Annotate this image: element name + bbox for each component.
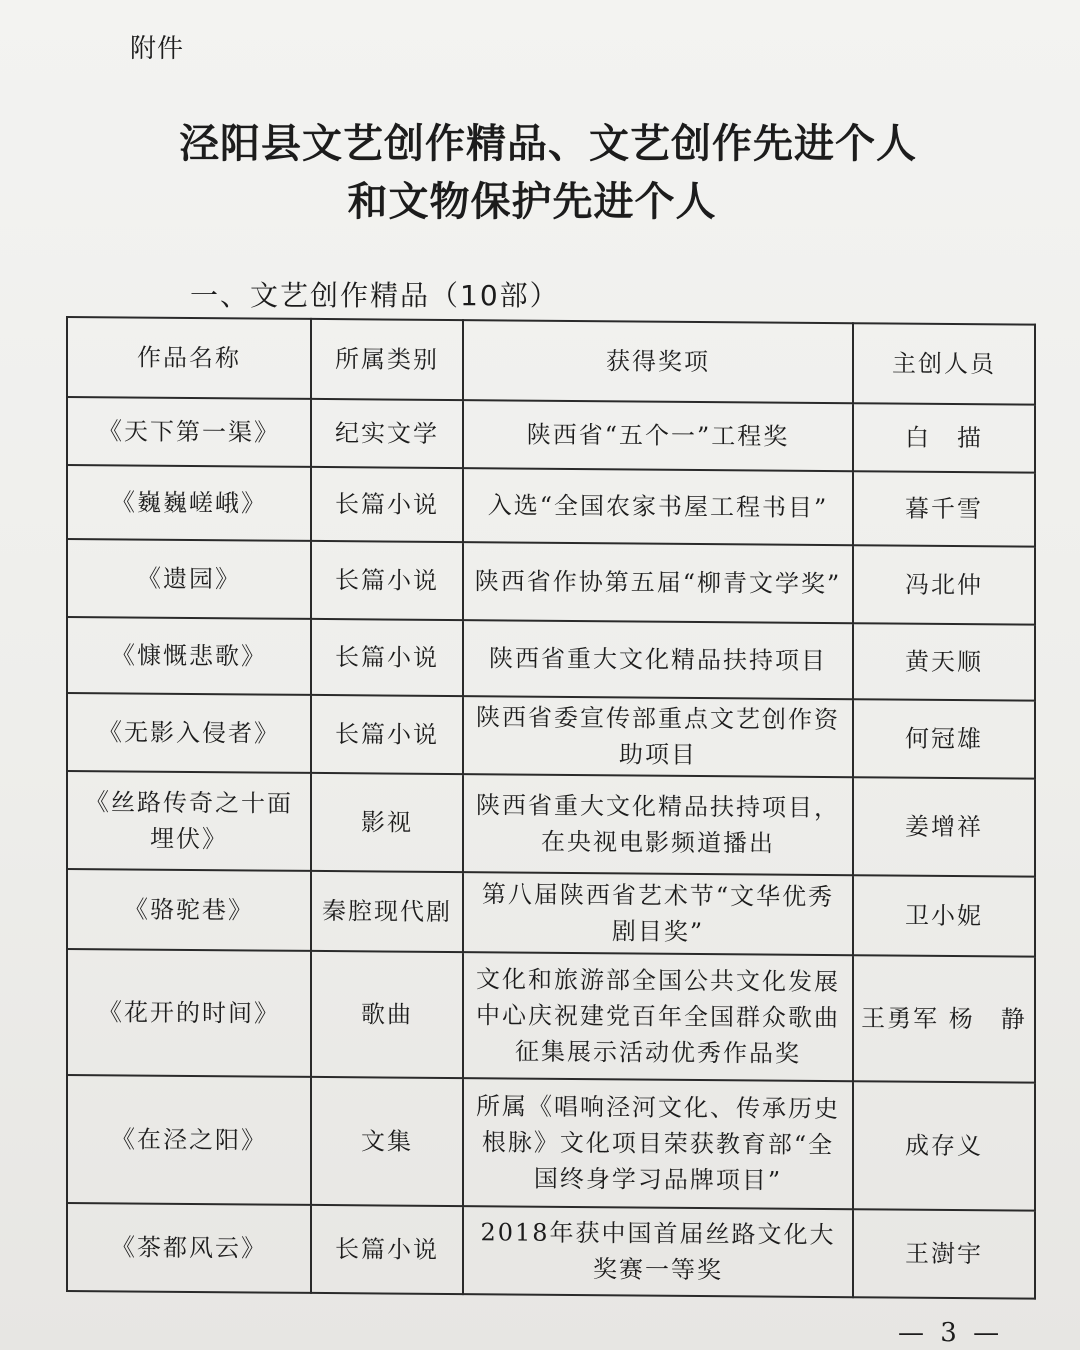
cell-creator: 黄天顺 — [853, 623, 1035, 700]
cell-award: 陕西省重大文化精品扶持项目，在央视电影频道播出 — [463, 774, 853, 875]
cell-award: 陕西省重大文化精品扶持项目 — [463, 620, 853, 699]
header-award: 获得奖项 — [463, 320, 853, 403]
cell-creator: 姜增祥 — [853, 777, 1035, 876]
cell-work-name: 《遗园》 — [67, 539, 311, 619]
cell-award: 陕西省委宣传部重点文艺创作资助项目 — [463, 696, 853, 777]
table-row — [67, 949, 1035, 1083]
cell-category: 长篇小说 — [311, 695, 463, 774]
table-row — [67, 539, 1035, 625]
cell-category: 秦腔现代剧 — [311, 871, 463, 952]
document-title-line-1: 泾阳县文艺创作精品、文艺创作先进个人 — [179, 121, 917, 167]
table-row — [67, 1203, 1035, 1299]
cell-category: 长篇小说 — [311, 619, 463, 696]
cell-category: 歌曲 — [311, 951, 463, 1078]
cell-work-name: 《巍巍嵯峨》 — [67, 465, 311, 541]
table-row — [67, 693, 1035, 779]
cell-work-name: 《茶都风云》 — [67, 1203, 311, 1293]
cell-creator: 王澍宇 — [853, 1209, 1035, 1298]
cell-work-name: 《花开的时间》 — [67, 949, 311, 1077]
page-number: — 3 — — [898, 1318, 1004, 1348]
table-row — [67, 869, 1035, 957]
cell-award: 第八届陕西省艺术节“文华优秀剧目奖” — [463, 872, 853, 955]
cell-award: 所属《唱响泾河文化、传承历史根脉》文化项目荣获教育部“全国终身学习品牌项目” — [463, 1078, 853, 1209]
cell-creator: 暮千雪 — [853, 471, 1035, 546]
cell-category: 影视 — [311, 773, 463, 872]
cell-work-name: 《在泾之阳》 — [67, 1075, 311, 1205]
cell-creator: 成存义 — [853, 1081, 1035, 1210]
table-row — [67, 465, 1035, 547]
cell-award: 2018年获中国首届丝路文化大奖赛一等奖 — [463, 1206, 853, 1297]
cell-category: 长篇小说 — [311, 541, 463, 620]
attachment-label: 附件 — [130, 34, 185, 64]
cell-creator: 卫小妮 — [853, 875, 1035, 956]
cell-work-name: 《慷慨悲歌》 — [67, 617, 311, 695]
cell-work-name: 《无影入侵者》 — [67, 693, 311, 773]
cell-creator: 冯北仲 — [853, 545, 1035, 624]
table-row — [67, 397, 1035, 473]
header-category: 所属类别 — [311, 319, 463, 400]
cell-category: 纪实文学 — [311, 399, 463, 468]
cell-category: 文集 — [311, 1077, 463, 1206]
works-table-container — [66, 316, 1034, 1300]
table-row — [67, 617, 1035, 701]
header-work-name: 作品名称 — [67, 317, 311, 399]
cell-work-name: 《天下第一渠》 — [67, 397, 311, 467]
document-title-line-2: 和文物保护先进个人 — [347, 179, 717, 225]
cell-category: 长篇小说 — [311, 1205, 463, 1294]
cell-work-name: 《丝路传奇之十面埋伏》 — [67, 771, 311, 871]
cell-creator: 何冠雄 — [853, 699, 1035, 778]
cell-creator: 白 描 — [853, 403, 1035, 472]
table-header-row — [67, 317, 1035, 405]
works-table — [66, 316, 1036, 1300]
cell-award: 陕西省作协第五届“柳青文学奖” — [463, 542, 853, 623]
cell-creator: 王勇军 杨 静 — [853, 955, 1035, 1082]
table-row — [67, 771, 1035, 877]
cell-award: 入选“全国农家书屋工程书目” — [463, 468, 853, 545]
cell-category: 长篇小说 — [311, 467, 463, 542]
table-row — [67, 1075, 1035, 1211]
cell-work-name: 《骆驼巷》 — [67, 869, 311, 951]
section-heading: 一、文艺创作精品（10部） — [190, 279, 560, 312]
header-creator: 主创人员 — [853, 323, 1035, 404]
cell-award: 文化和旅游部全国公共文化发展中心庆祝建党百年全国群众歌曲征集展示活动优秀作品奖 — [463, 952, 853, 1081]
cell-award: 陕西省“五个一”工程奖 — [463, 400, 853, 471]
